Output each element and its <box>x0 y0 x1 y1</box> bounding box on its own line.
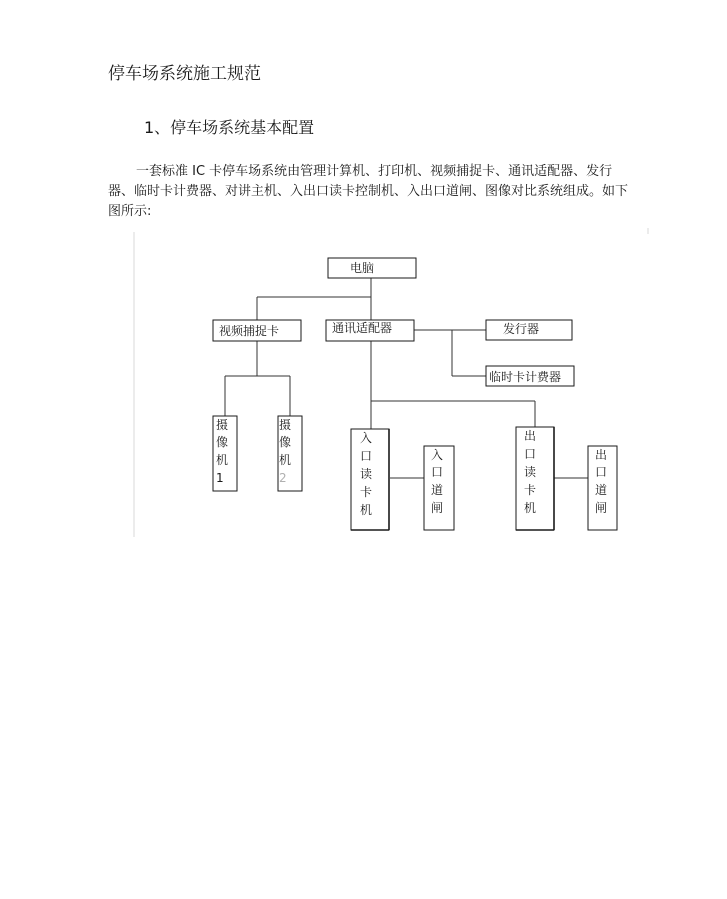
section-heading: 1、停车场系统基本配置 <box>144 118 315 137</box>
intro-paragraph: 一套标准 IC 卡停车场系统由管理计算机、打印机、视频捕捉卡、通讯适配器、发行器、临时卡计费器、对讲主机、入出口读卡控制机、入出口道闸、图像对比系统组成。如下图所示: <box>108 164 629 219</box>
node-entry-reader-char: 读 <box>360 467 373 481</box>
node-computer <box>328 258 416 278</box>
node-exit-gate-char: 闸 <box>595 501 608 515</box>
node-camera-2-char: 像 <box>279 435 292 449</box>
node-camera-1-char: 摄 <box>216 418 229 432</box>
node-entry-gate-char: 道 <box>431 483 444 497</box>
node-camera-2-number: 2 <box>279 471 287 485</box>
node-video-capture <box>213 320 301 341</box>
node-entry-gate-char: 口 <box>431 465 444 479</box>
node-exit-reader-char: 机 <box>524 501 537 515</box>
node-entry-reader-char: 入 <box>360 431 373 445</box>
node-exit-reader-char: 出 <box>524 429 537 443</box>
node-temp-card-billing-label: 临时卡计费器 <box>489 370 562 384</box>
node-camera-1-char: 像 <box>216 435 229 449</box>
node-camera-1-number: 1 <box>216 471 224 485</box>
node-exit-reader-char: 读 <box>524 465 537 479</box>
node-entry-gate-char: 闸 <box>431 501 444 515</box>
node-exit-gate-char: 口 <box>595 465 608 479</box>
node-exit-gate-char: 出 <box>595 448 608 462</box>
node-entry-reader <box>351 429 389 530</box>
node-camera-2 <box>278 416 302 491</box>
node-entry-reader-char: 卡 <box>360 485 373 499</box>
node-entry-reader-char: 机 <box>360 503 373 517</box>
node-exit-reader-char: 口 <box>524 447 537 461</box>
node-computer-label: 电脑 <box>350 261 375 275</box>
node-exit-reader <box>516 427 554 530</box>
node-entry-reader-char: 口 <box>360 449 373 463</box>
node-issuer <box>486 320 572 340</box>
node-temp-card-billing <box>486 366 574 386</box>
node-camera-1-char: 机 <box>216 453 229 467</box>
node-video-capture-label: 视频捕捉卡 <box>219 324 280 338</box>
node-exit-reader-char: 卡 <box>524 483 537 497</box>
node-exit-gate-char: 道 <box>595 483 608 497</box>
node-comm-adapter-label: 通讯适配器 <box>332 321 393 335</box>
page-title: 停车场系统施工规范 <box>108 64 261 84</box>
node-entry-gate-char: 入 <box>431 448 444 462</box>
node-issuer-label: 发行器 <box>503 322 540 336</box>
node-entry-gate <box>424 446 454 530</box>
node-camera-2-char: 机 <box>279 453 292 467</box>
node-camera-1 <box>213 416 237 491</box>
node-camera-2-char: 摄 <box>279 418 292 432</box>
node-comm-adapter <box>326 320 414 341</box>
node-exit-gate <box>588 446 617 530</box>
